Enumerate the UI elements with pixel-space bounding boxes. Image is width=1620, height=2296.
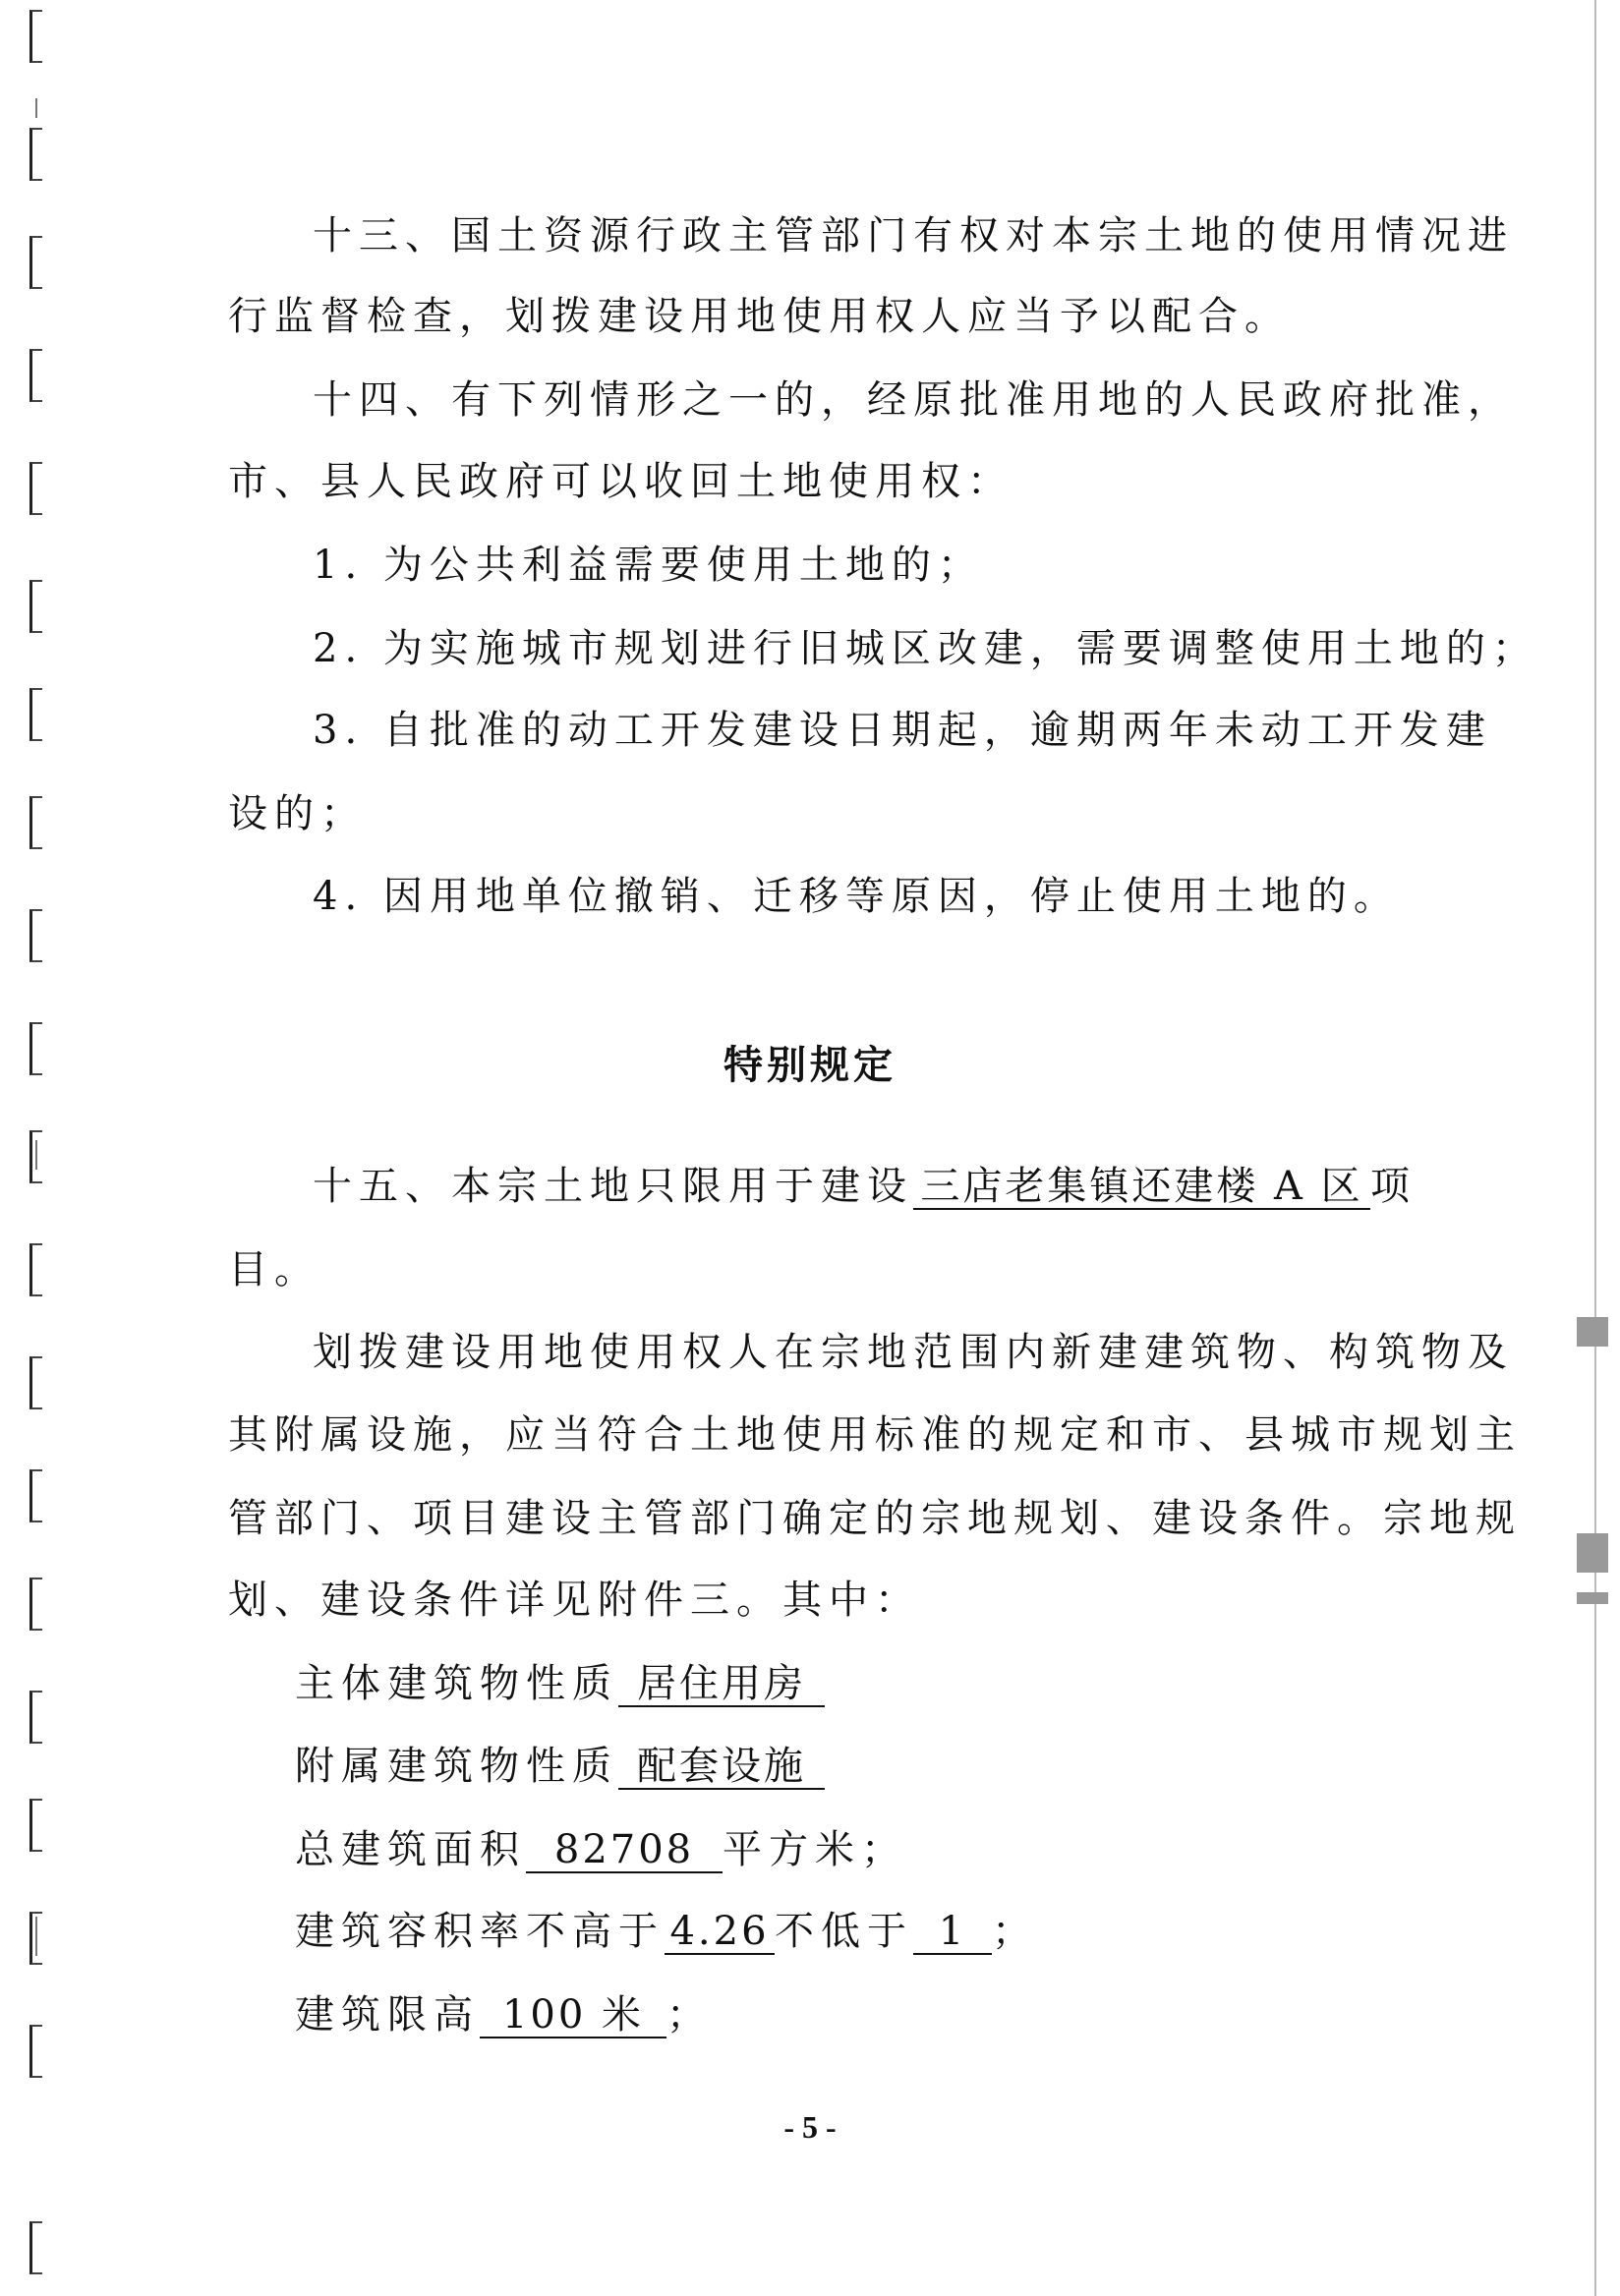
binding-mark [29,909,42,962]
clause-14-item-2: 2. 为实施城市规划进行旧城区改建，需要调整使用土地的； [313,626,1538,671]
clause-15-suffix: 项 [1370,1164,1417,1209]
project-name-field: 三店老集镇还建楼 A 区 [913,1167,1370,1210]
aux-building-nature-field: 配套设施 [618,1747,825,1790]
binding-mark [29,688,42,741]
binding-mark [29,2221,42,2274]
scan-speck [1577,1317,1608,1347]
binding-mark [29,236,42,289]
clause-13-line-2: 行监督检查，划拨建设用地使用权人应当予以配合。 [228,294,1291,339]
plot-ratio-line [295,1909,1038,1955]
clause-14-line-1: 十四、有下列情形之一的，经原批准用地的人民政府批准， [313,377,1514,423]
main-building-nature-label: 主体建筑物性质 [295,1661,618,1706]
total-floor-area-label: 总建筑面积 [295,1827,526,1872]
total-floor-area-line [295,1827,907,1873]
clause-14-item-3-line-2: 设的； [228,791,367,836]
clause-13-line-1: 十三、国土资源行政主管部门有权对本宗土地的使用情况进 [313,213,1514,258]
binding-strip [0,0,79,2296]
binding-mark [29,1356,42,1409]
clause-15-prefix: 十五、本宗土地只限用于建设 [313,1164,913,1209]
height-limit-label: 建筑限高 [295,1992,480,2038]
binding-mark [29,10,42,63]
clause-15-line-2: 目。 [228,1247,320,1292]
height-limit-line [295,1992,713,2038]
total-floor-area-unit: 平方米； [723,1827,907,1872]
binding-mark [29,349,42,402]
binding-mark [29,1799,42,1852]
plot-ratio-min-label: 不低于 [775,1909,913,1954]
scan-edge-line [1594,0,1596,2296]
total-floor-area-field: 82708 [526,1830,723,1873]
aux-building-nature-label: 附属建筑物性质 [295,1744,618,1789]
page-number: - 5 - [783,2109,837,2145]
binding-mark [29,1578,42,1631]
binding-mark [29,1691,42,1744]
binding-mark [29,1243,42,1296]
right-edge-artifacts [1573,0,1620,2296]
binding-mark [29,1469,42,1522]
binding-dash [35,1917,37,1956]
clause-14-item-1: 1. 为公共利益需要使用土地的； [313,543,984,588]
clause-14-item-3-line-1: 3. 自批准的动工开发建设日期起，逾期两年未动工开发建 [313,708,1492,753]
binding-dash [35,98,37,118]
binding-mark [29,2025,42,2078]
scan-speck [1577,1533,1608,1573]
binding-mark [29,462,42,515]
binding-mark [29,580,42,633]
binding-mark [29,128,42,181]
scan-speck [1577,1592,1608,1604]
plot-ratio-label: 建筑容积率不高于 [295,1909,665,1954]
main-building-nature-line [295,1661,825,1707]
paragraph-line-3: 管部门、项目建设主管部门确定的宗地规划、建设条件。宗地规 [228,1496,1522,1541]
paragraph-line-2: 其附属设施，应当符合土地使用标准的规定和市、县城市规划主 [228,1412,1522,1458]
paragraph-line-4: 划、建设条件详见附件三。其中： [228,1578,921,1623]
plot-ratio-min-field: 1 [913,1912,992,1955]
height-limit-end: ； [666,1992,713,2038]
paragraph-line-1: 划拨建设用地使用权人在宗地范围内新建建筑物、构筑物及 [313,1330,1514,1375]
clause-14-item-4: 4. 因用地单位撤销、迁移等原因，停止使用土地的。 [313,874,1400,919]
clause-15-line-1 [313,1164,1417,1210]
height-limit-field: 100 米 [480,1995,666,2038]
main-building-nature-field: 居住用房 [618,1664,825,1707]
binding-mark [29,796,42,849]
clause-14-line-2: 市、县人民政府可以收回土地使用权： [228,459,1013,504]
plot-ratio-max-field: 4.26 [665,1912,775,1955]
plot-ratio-end: ； [992,1909,1038,1954]
binding-dash [35,1140,37,1170]
section-heading: 特别规定 [723,1043,897,1088]
aux-building-nature-line [295,1744,825,1790]
